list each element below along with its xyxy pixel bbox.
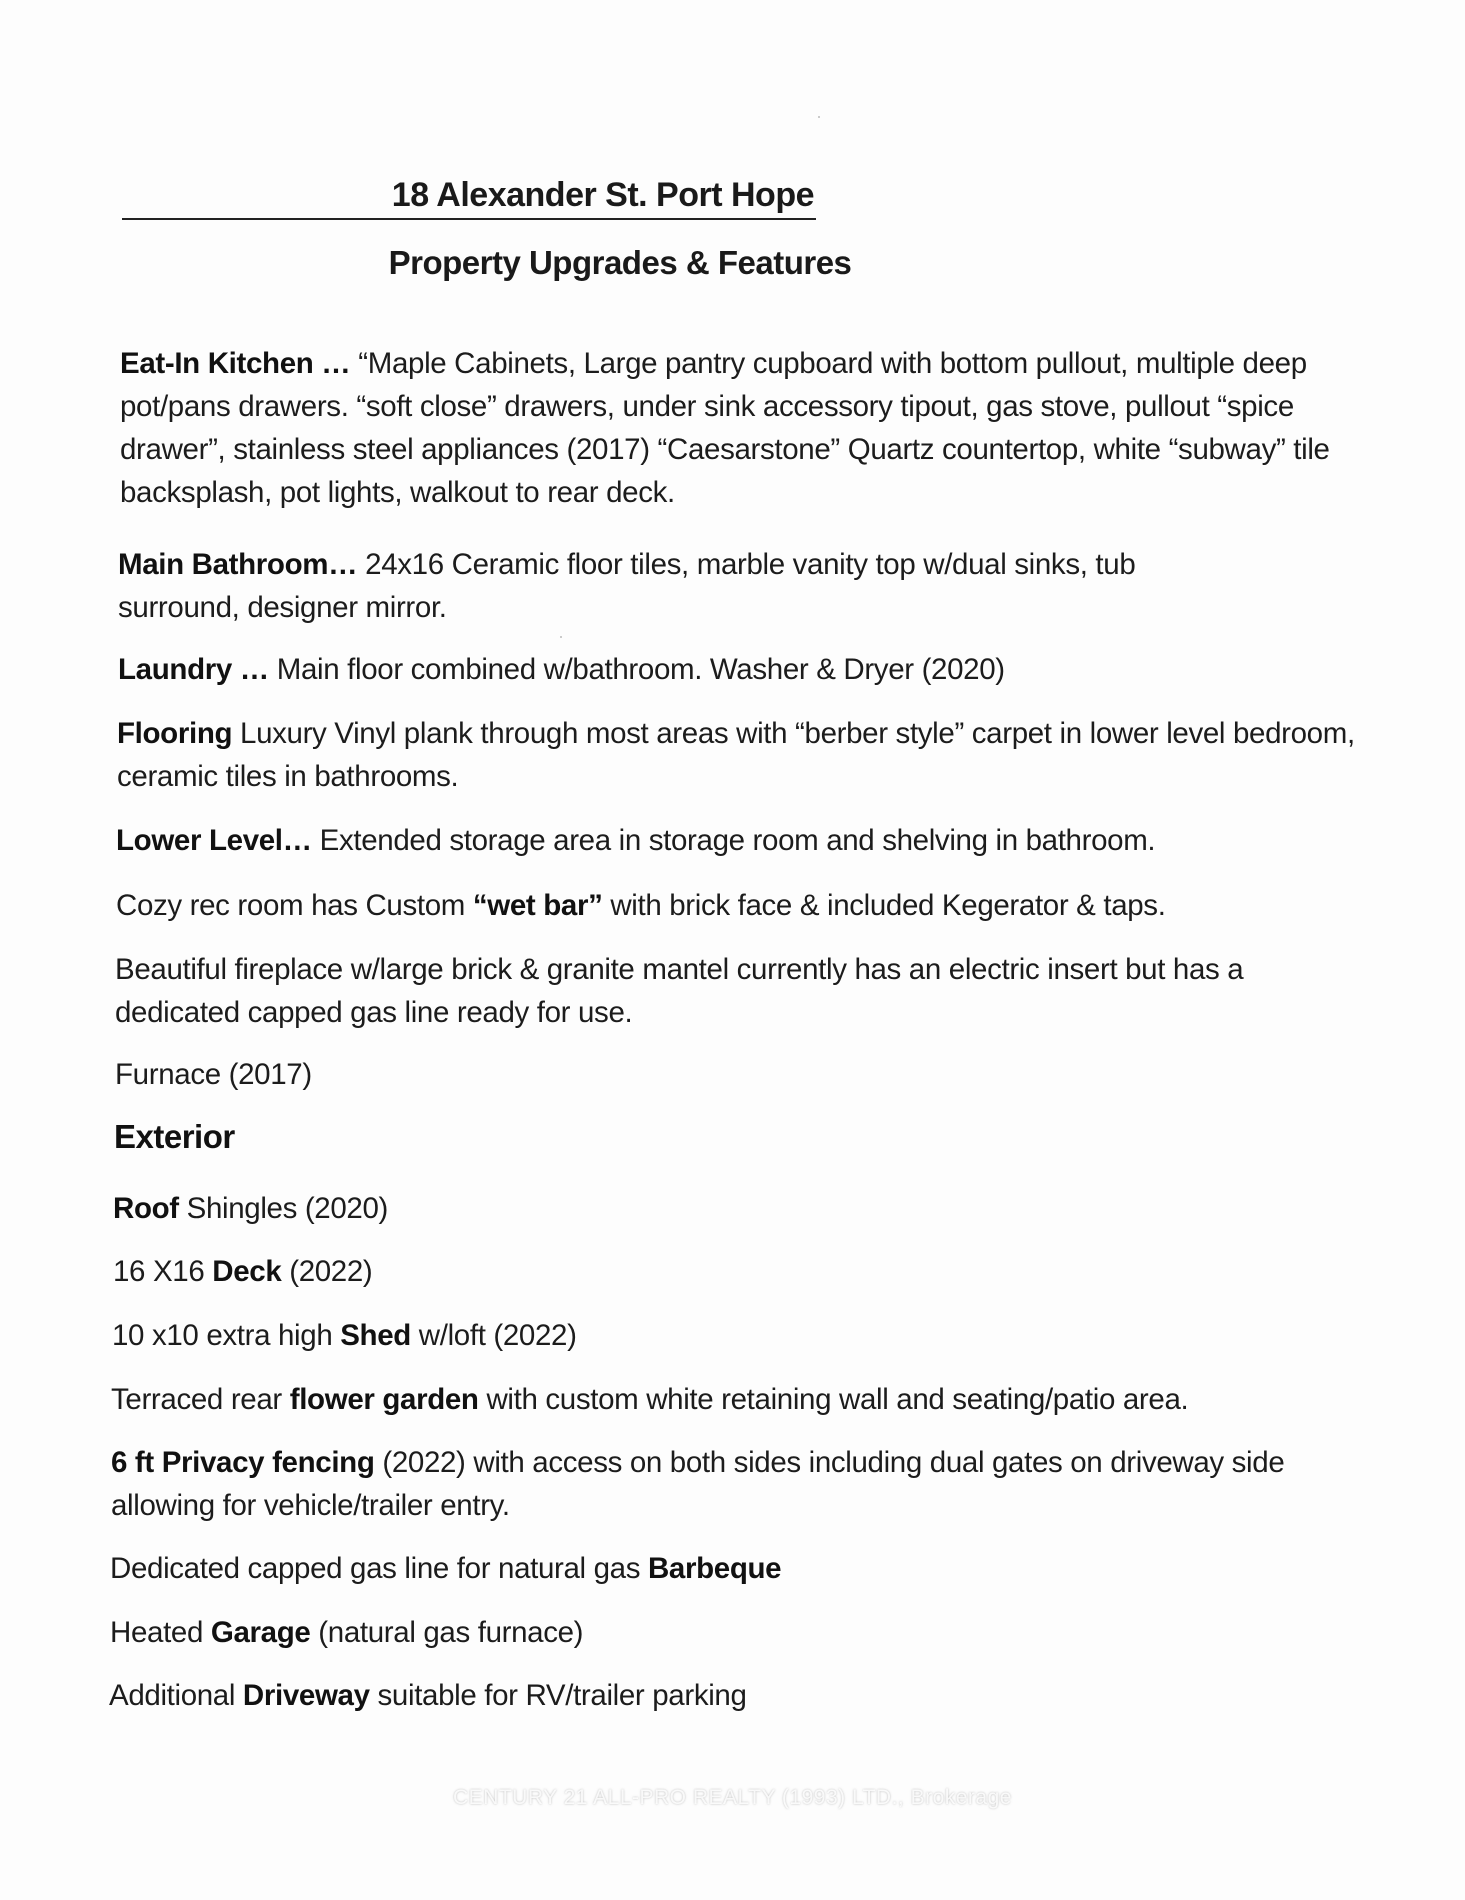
kitchen-label: Eat-In Kitchen …: [120, 347, 351, 380]
garage-line: [110, 1611, 1310, 1654]
lower-level-paragraph: [116, 819, 1356, 862]
garden-text-after: with custom white retaining wall and seating/patio area.: [478, 1383, 1189, 1416]
fencing-label: 6 ft Privacy fencing: [111, 1446, 375, 1479]
bbq-label: Barbeque: [647, 1552, 782, 1585]
flooring-label: Flooring: [117, 717, 233, 750]
rec-room-text-after: with brick face & included Kegerator & taps.: [602, 889, 1166, 922]
garage-label: Garage: [210, 1616, 311, 1649]
rec-room-text-before: Cozy rec room has Custom: [116, 889, 473, 922]
exterior-heading: Exterior: [114, 1118, 235, 1155]
garden-text-before: Terraced rear: [111, 1383, 290, 1416]
roof-line: [113, 1187, 1313, 1230]
page-subtitle: Property Upgrades & Features: [388, 244, 852, 281]
driveway-text-after: suitable for RV/trailer parking: [369, 1679, 747, 1712]
driveway-line: [109, 1674, 1309, 1717]
bbq-line: [110, 1547, 1310, 1590]
flooring-text: Luxury Vinyl plank through most areas with “berber style” carpet in lower level bedroom, ceramic tiles in bathrooms.: [117, 717, 1355, 793]
rec-room-paragraph: [116, 884, 1356, 927]
kitchen-text: “Maple Cabinets, Large pantry cupboard with bottom pullout, multiple deep pot/pans drawers. “soft close” drawers, under sink accessory tipout, gas stove, pullout “spice drawer”, stainless steel appliances (2017) “Caesarstone” Quartz countertop, white “subway” tile backsplash, pot lights, walkout to rear deck.: [120, 347, 1330, 509]
brokerage-watermark: CENTURY 21 ALL-PRO REALTY (1993) LTD., Brokerage: [453, 1786, 1012, 1809]
deck-text-after: (2022): [281, 1255, 373, 1288]
fireplace-text: Beautiful fireplace w/large brick & granite mantel currently has an electric insert but has a dedicated capped gas line ready for use.: [115, 953, 1244, 1029]
fireplace-paragraph: [115, 948, 1350, 1034]
title-row: [122, 172, 816, 220]
roof-text: Shingles (2020): [178, 1192, 389, 1225]
garage-text-before: Heated: [110, 1616, 211, 1649]
scan-speck: [818, 116, 820, 118]
lower-level-label: Lower Level…: [116, 824, 312, 857]
driveway-text-before: Additional: [109, 1679, 243, 1712]
shed-text-before: 10 x10 extra high: [112, 1319, 341, 1352]
scan-speck: [560, 636, 562, 638]
laundry-text: Main floor combined w/bathroom. Washer & Dryer (2020): [268, 653, 1005, 686]
driveway-label: Driveway: [242, 1679, 370, 1712]
garage-text-after: (natural gas furnace): [310, 1616, 584, 1649]
bathroom-label: Main Bathroom…: [118, 548, 358, 581]
deck-label: Deck: [212, 1255, 282, 1288]
wet-bar-label: “wet bar”: [472, 889, 603, 922]
furnace-text: Furnace (2017): [115, 1058, 312, 1091]
fencing-paragraph: [111, 1441, 1311, 1527]
laundry-paragraph: [118, 648, 1358, 691]
deck-line: [113, 1250, 1313, 1293]
bbq-text-before: Dedicated capped gas line for natural gas: [110, 1552, 648, 1585]
kitchen-paragraph: [120, 342, 1350, 514]
garden-line: [111, 1378, 1371, 1421]
roof-label: Roof: [113, 1192, 179, 1225]
bathroom-text: 24x16 Ceramic floor tiles, marble vanity top w/dual sinks, tub surround, designer mirror.: [118, 548, 1136, 624]
bathroom-paragraph: [118, 543, 1218, 629]
laundry-label: Laundry …: [118, 653, 269, 686]
deck-text-before: 16 X16: [113, 1255, 213, 1288]
page-title: 18 Alexander St. Port Hope: [391, 176, 814, 214]
shed-label: Shed: [340, 1319, 411, 1352]
lower-level-text: Extended storage area in storage room and shelving in bathroom.: [311, 824, 1156, 857]
shed-text-after: w/loft (2022): [410, 1319, 577, 1352]
furnace-paragraph: [115, 1053, 1315, 1096]
shed-line: [112, 1314, 1312, 1357]
flooring-paragraph: [117, 712, 1357, 798]
fencing-text: (2022) with access on both sides including dual gates on driveway side allowing for vehicle/trailer entry.: [111, 1446, 1285, 1522]
garden-label: flower garden: [289, 1383, 479, 1416]
